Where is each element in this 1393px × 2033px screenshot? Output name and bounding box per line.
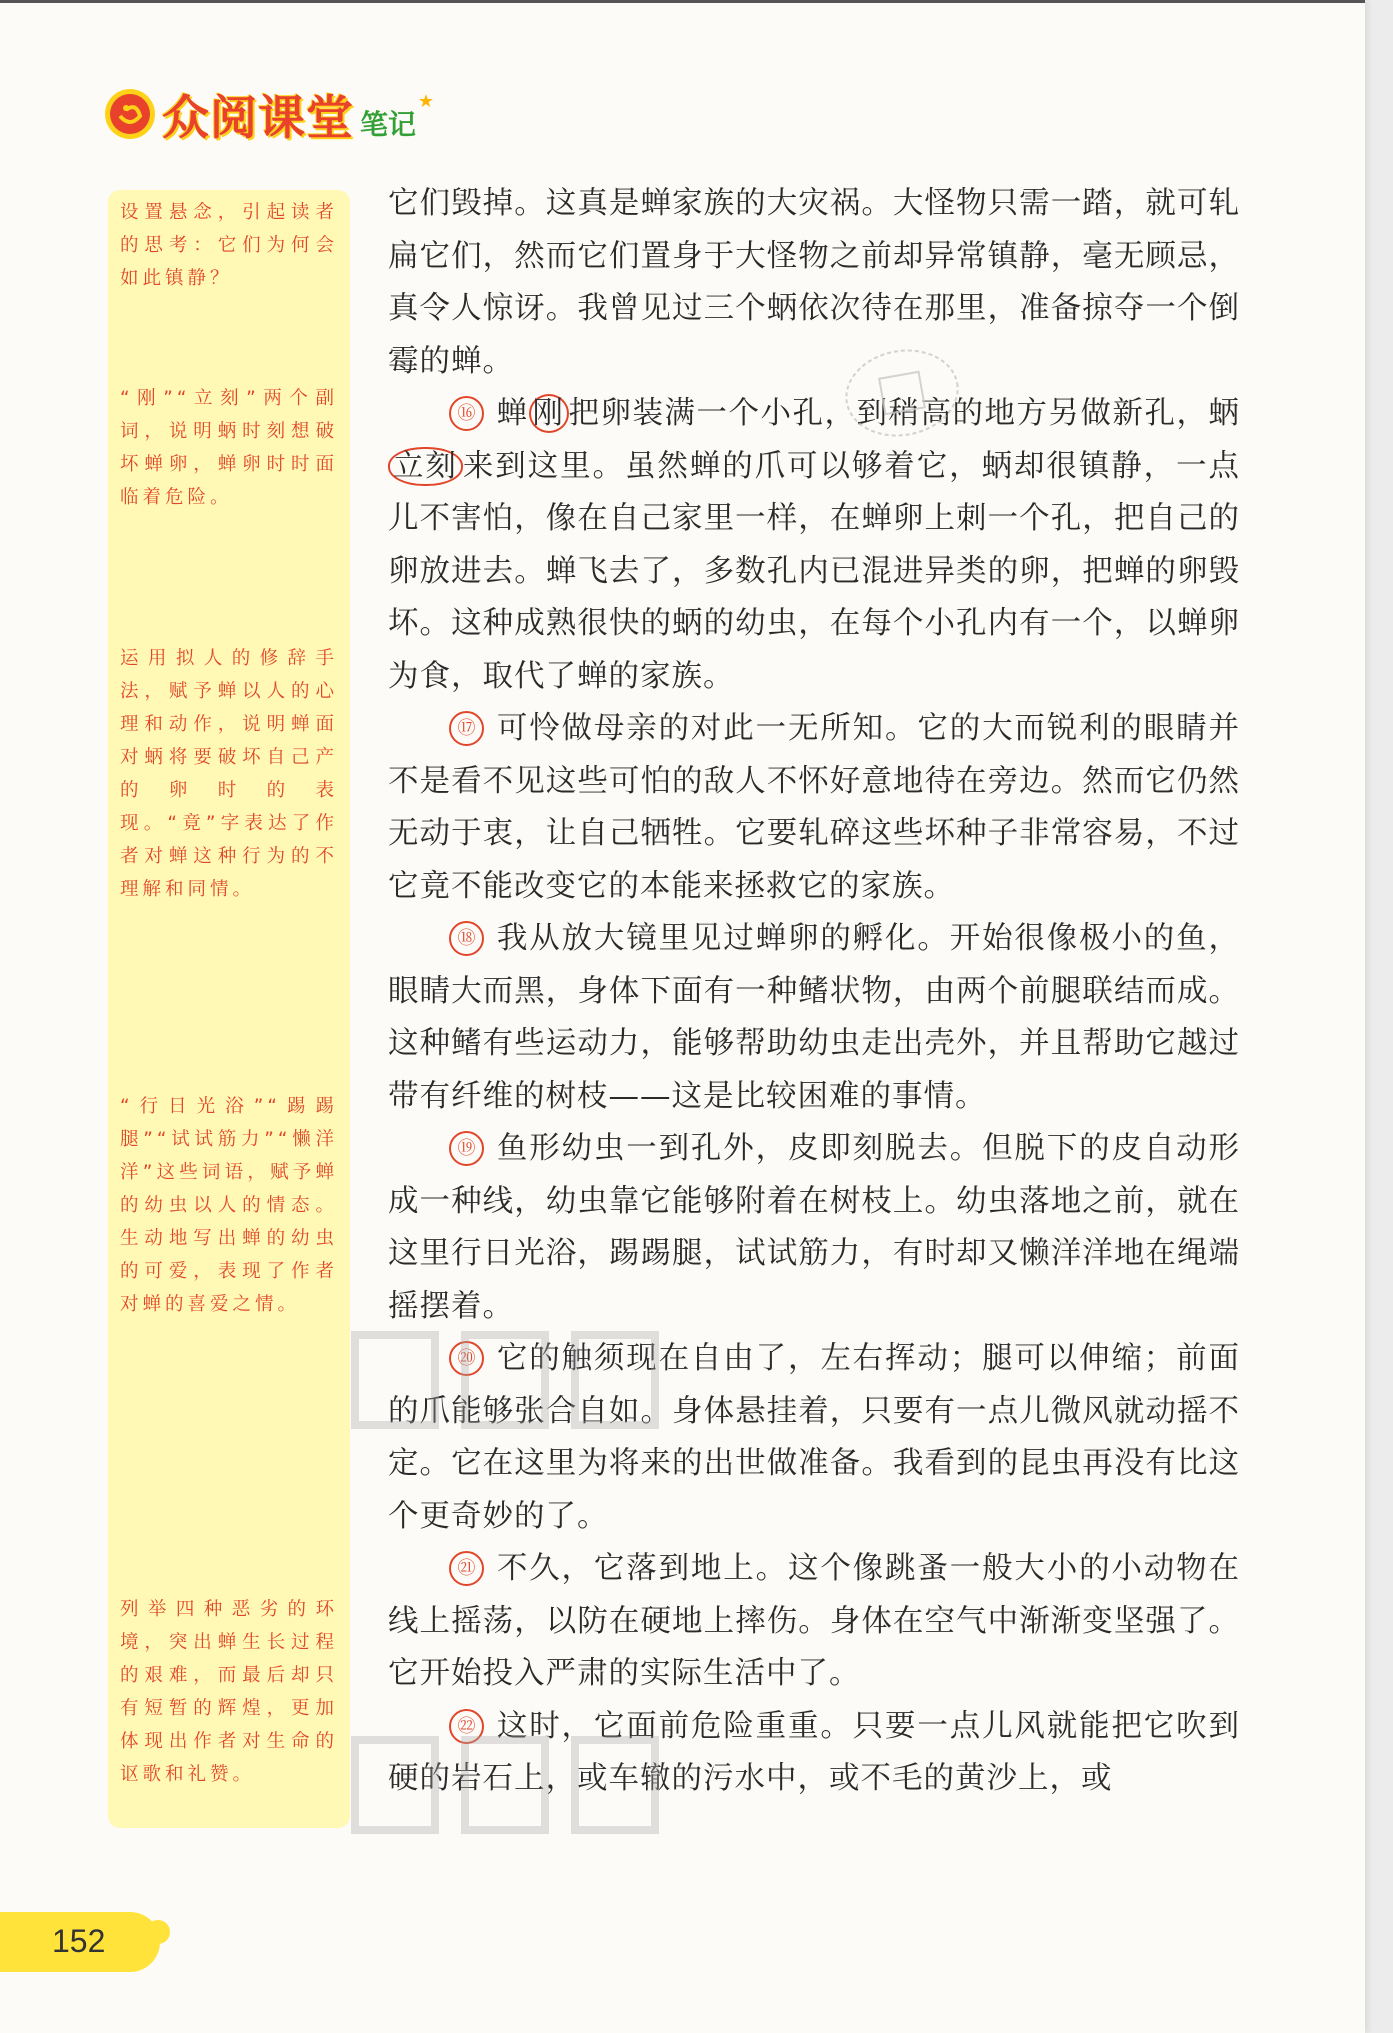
paragraph-text: 把卵装满一个小孔，到稍高的地方另做新孔，蛃	[568, 396, 1240, 431]
paragraph-text: 可怜做母亲的对此一无所知。它的大而锐利的眼睛并不是看不见这些可怕的敌人不怀好意地待在旁边。然而它仍然无动于衷，让自己牺牲。它要轧碎这些坏种子非常容易，不过它竟不能改变它的本能来拯救它的家族。	[388, 711, 1240, 904]
paragraph-text: 鱼形幼虫一到孔外，皮即刻脱去。但脱下的皮自动形成一种线，幼虫靠它能够附着在树枝上。幼虫落地之前，就在这里行日光浴，踢踢腿，试试筋力，有时却又懒洋洋地在绳端摇摆着。	[388, 1131, 1240, 1324]
circled-word: 立刻	[388, 447, 463, 486]
paragraph-text: 我从放大镜里见过蝉卵的孵化。开始很像极小的鱼，眼睛大而黑，身体下面有一种鳍状物，由两个前腿联结而成。这种鳍有些运动力，能够帮助幼虫走出壳外，并且帮助它越过带有纤维的树枝——这是比较困难的事情。	[388, 921, 1240, 1114]
paragraph-19	[388, 1123, 1240, 1333]
circled-word: 刚	[529, 394, 569, 433]
side-note-2: “刚”“立刻”两个副词，说明蛃时刻想破坏蝉卵，蝉卵时时面临着危险。	[120, 388, 338, 508]
watermark-glyph-icon	[345, 1720, 665, 1866]
header-logo	[102, 84, 435, 146]
paragraph-18	[388, 913, 1240, 1123]
side-note-3: 运用拟人的修辞手法，赋予蝉以人的心理和动作，说明蝉面对蛃将要破坏自己产的卵时的表现。“竟”字表达了作者对蝉这种行为的不理解和同情。	[120, 648, 338, 900]
side-note-1: 设置悬念，引起读者的思考：它们为何会如此镇静？	[120, 202, 338, 289]
paragraph-number: ⑳	[449, 1341, 484, 1376]
page-number: 152	[52, 1923, 106, 1959]
paragraph-continued: 它们毁掉。这真是蝉家族的大灾祸。大怪物只需一踏，就可轧扁它们，然而它们置身于大怪物之前却异常镇静，毫无顾忌，真令人惊讶。我曾见过三个蛃依次待在那里，准备掠夺一个倒霉的蝉。	[388, 186, 1240, 379]
paragraph-text: 它的触须现在自由了，左右挥动；腿可以伸缩；前面的爪能够张合自如。身体悬挂着，只要有一点儿微风就动摇不定。它在这里为将来的出世做准备。我看到的昆虫再没有比这个更奇妙的了。	[388, 1341, 1240, 1534]
top-edge	[0, 0, 1365, 3]
paragraph-text: 蝉	[496, 396, 529, 431]
side-note-4: “行日光浴”“踢踢腿”“试试筋力”“懒洋洋”这些词语，赋予蝉的幼虫以人的情态。生动地写出蝉的幼虫的可爱，表现了作者对蝉的喜爱之情。	[120, 1096, 338, 1315]
brand-title: 众阅课堂	[162, 90, 354, 146]
paragraph-text: 不久，它落到地上。这个像跳蚤一般大小的小动物在线上摇荡，以防在硬地上摔伤。身体在空气中渐渐变坚强了。它开始投入严肃的实际生活中了。	[388, 1551, 1240, 1691]
paragraph-17	[388, 703, 1240, 913]
brand-subtitle-text: 笔记	[360, 108, 417, 141]
paragraph-number: ⑱	[449, 921, 484, 956]
paragraph-21	[388, 1543, 1240, 1701]
watermark-glyph-icon	[345, 1315, 665, 1461]
paragraph-text: 这时，它面前危险重重。只要一点儿风就能把它吹到硬的岩石上，或车辙的污水中，或不毛的黄沙上，或	[388, 1708, 1240, 1796]
main-text	[388, 178, 1240, 1806]
star-icon: ★	[417, 91, 435, 112]
logo-swirl-icon	[102, 86, 158, 142]
side-note-5: 列举四种恶劣的环境，突出蝉生长过程的艰难，而最后却只有短暂的辉煌，更加体现出作者对生命的讴歌和礼赞。	[120, 1599, 338, 1785]
paragraph-number: ⑲	[449, 1131, 484, 1166]
paragraph-number: ㉒	[449, 1709, 484, 1744]
paragraph-16	[388, 388, 1240, 703]
paragraph-number: ㉑	[449, 1551, 484, 1586]
paragraph-text: 来到这里。虽然蝉的爪可以够着它，蛃却很镇静，一点儿不害怕，像在自己家里一样，在蝉卵上刺一个孔，把自己的卵放进去。蝉飞去了，多数孔内已混进异类的卵，把蝉的卵毁坏。这种成熟很快的蛃的幼虫，在每个小孔内有一个，以蝉卵为食，取代了蝉的家族。	[388, 448, 1241, 694]
brand-subtitle	[360, 91, 435, 143]
paragraph-number: ⑰	[449, 711, 484, 746]
paragraph-number: ⑯	[449, 396, 484, 431]
